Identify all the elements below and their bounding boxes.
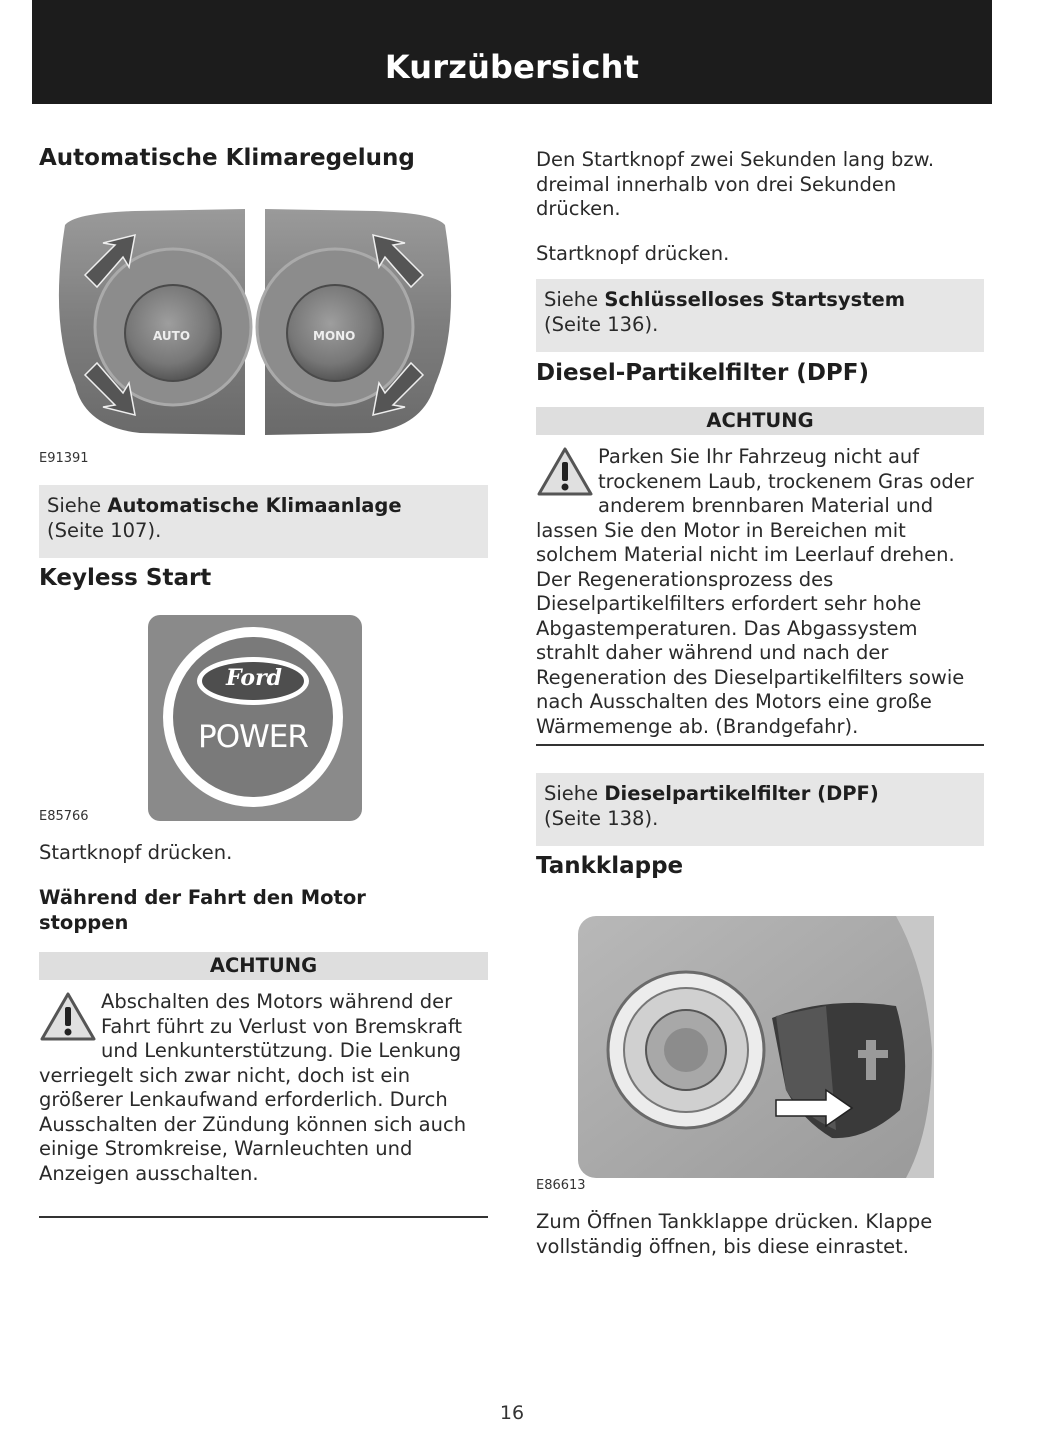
page-title: Kurzübersicht <box>384 48 640 86</box>
divider <box>536 744 984 746</box>
mono-button-label: MONO <box>313 329 356 343</box>
warning-triangle-icon <box>536 446 594 498</box>
page-header <box>32 0 992 104</box>
keyless-instruction: Startknopf drücken. <box>39 841 233 864</box>
ref-page: (Seite 138). <box>544 806 659 830</box>
keyless-heading: Keyless Start <box>39 565 212 591</box>
ref-page: (Seite 107). <box>47 518 162 542</box>
figure-caption: E86613 <box>536 1178 586 1193</box>
ref-prefix: Siehe <box>544 288 599 311</box>
stop-engine-heading: Während der Fahrt den Motor stoppen <box>39 886 366 934</box>
figure-caption: E91391 <box>39 451 89 466</box>
dpf-heading: Diesel-Partikelfilter (DPF) <box>536 360 869 386</box>
climate-control-figure <box>45 205 463 437</box>
warning-title: ACHTUNG <box>39 952 488 980</box>
fuel-flap-figure <box>576 910 938 1182</box>
ref-prefix: Siehe <box>47 494 102 517</box>
figure-caption: E85766 <box>39 809 89 824</box>
dpf-reference-box <box>536 773 984 846</box>
climate-reference-box <box>39 485 488 558</box>
divider <box>39 1216 488 1218</box>
ref-prefix: Siehe <box>544 782 599 805</box>
ref-title[interactable]: Dieselpartikelfilter (DPF) <box>604 782 879 805</box>
warning-triangle-icon <box>39 991 97 1043</box>
fuel-flap-instruction: Zum Öffnen Tankklappe drücken. Klappe vollständig öffnen, bis diese einrastet. <box>536 1210 933 1258</box>
keyless-reference-box <box>536 279 984 352</box>
warning-text: Parken Sie Ihr Fahrzeug nicht auf trockenem Laub, trockenem Gras oder anderem brennbaren Material und lassen Sie den Motor in Bereichen mit solchem Material nicht im Leerlauf drehen. Der Regenerationsprozess des Dieselpartikelfilters erfordert sehr hohe Abgastemperaturen. Das Abgassystem strahlt daher während und nach der Regeneration des Dieselpartikelfilters sowie nach Ausschalten des Motors eine große Wärmemenge ab. (Brandgefahr). <box>536 445 974 738</box>
auto-button-label: AUTO <box>153 329 191 343</box>
start-instruction: Startknopf drücken. <box>536 242 730 265</box>
page-number: 16 <box>499 1402 525 1424</box>
power-label: POWER <box>198 719 308 755</box>
fuel-flap-heading: Tankklappe <box>536 853 684 879</box>
warning-box <box>39 990 488 1186</box>
warning-box <box>536 445 984 739</box>
warning-text: Abschalten des Motors während der Fahrt führt zu Verlust von Bremskraft und Lenkunterstützung. Die Lenkung verriegelt sich zwar nicht, doch ist ein größerer Lenkaufwand erforderlich. Durch Ausschalten der Zündung können sich auch einige Stromkreise, Warnleuchten und Anzeigen ausschalten. <box>39 990 467 1185</box>
warning-title: ACHTUNG <box>536 407 984 435</box>
ford-logo: Ford <box>226 665 283 691</box>
power-button-figure <box>146 613 364 823</box>
climate-heading: Automatische Klimaregelung <box>39 145 415 171</box>
ref-page: (Seite 136). <box>544 312 659 336</box>
start-button-instruction: Den Startknopf zwei Sekunden lang bzw. dreimal innerhalb von drei Sekunden drücken. <box>536 148 935 220</box>
ref-title[interactable]: Schlüsselloses Startsystem <box>604 288 906 311</box>
ref-title[interactable]: Automatische Klimaanlage <box>107 494 402 517</box>
